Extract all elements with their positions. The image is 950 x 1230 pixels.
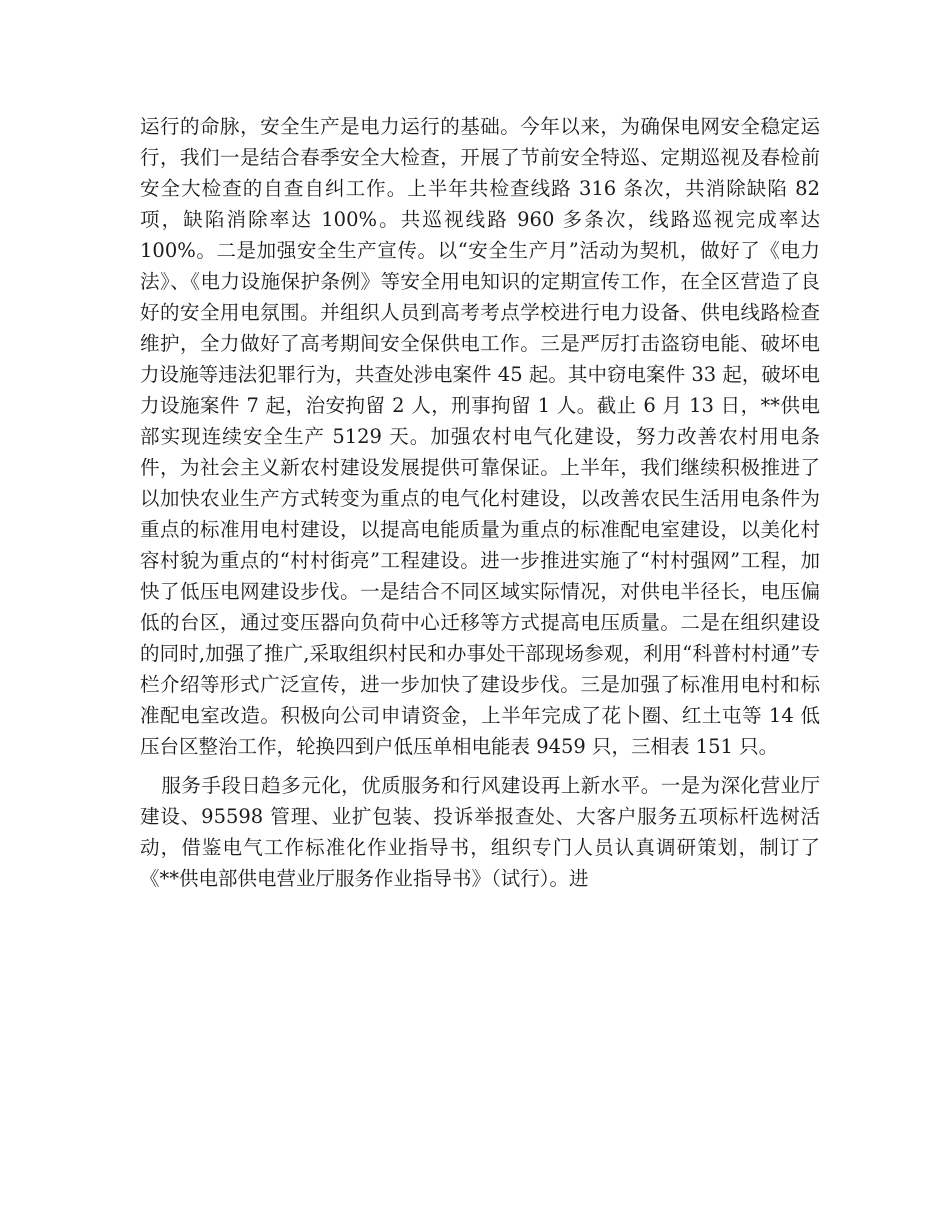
paragraph-service-quality: 服务手段日趋多元化，优质服务和行风建设再上新水平。一是为深化营业厅建设、95598 管理、业扩包装、投诉举报查处、大客户服务五项标杆选树活动，借鉴电气工作标准化作业指导书，组织专门人员认真调研策划，制订了《**供电部供电营业厅服务作业指导书》（试行）。进 (140, 774, 820, 890)
document-body (140, 111, 820, 894)
paragraph-safety-production: 运行的命脉，安全生产是电力运行的基础。今年以来，为确保电网安全稳定运行，我们一是结合春季安全大检查，开展了节前安全特巡、定期巡视及春检前安全大检查的自查自纠工作。上半年共检查线路 316 条次，共消除缺陷 82 项，缺陷消除率达 100%。共巡视线路 960 多条次，线路巡视完成率达 100%。二是加强安全生产宣传。以“安全生产月”活动为契机，做好了《电力法》、《电力设施保护条例》等安全用电知识的定期宣传工作，在全区营造了良好的安全用电氛围。并组织人员到高考考点学校进行电力设备、供电线路检查维护，全力做好了高考期间安全保供电工作。三是严厉打击盗窃电能、破坏电力设施等违法犯罪行为，共查处涉电案件 45 起。其中窃电案件 33 起，破坏电力设施案件 7 起，治安拘留 2 人，刑事拘留 1 人。截止 6 月 13 日，**供电部实现连续安全生产 5129 天。加强农村电气化建设，努力改善农村用电条件，为社会主义新农村建设发展提供可靠保证。上半年，我们继续积极推进了以加快农业生产方式转变为重点的电气化村建设，以改善农民生活用电条件为重点的标准用电村建设，以提高电能质量为重点的标准配电室建设，以美化村容村貌为重点的“村村街亮”工程建设。进一步推进实施了“村村强网”工程，加快了低压电网建设步伐。一是结合不同区域实际情况，对供电半径长，电压偏低的台区，通过变压器向负荷中心迁移等方式提高电压质量。二是在组织建设的同时,加强了推广,采取组织村民和办事处干部现场参观，利用“科普村村通”专栏介绍等形式广泛宣传，进一步加快了建设步伐。三是加强了标准用电村和标准配电室改造。积极向公司申请资金，上半年完成了花卜圈、红土屯等 14 低压台区整治工作，轮换四到户低压单相电能表 9459 只，三相表 151 只。 (140, 115, 820, 758)
